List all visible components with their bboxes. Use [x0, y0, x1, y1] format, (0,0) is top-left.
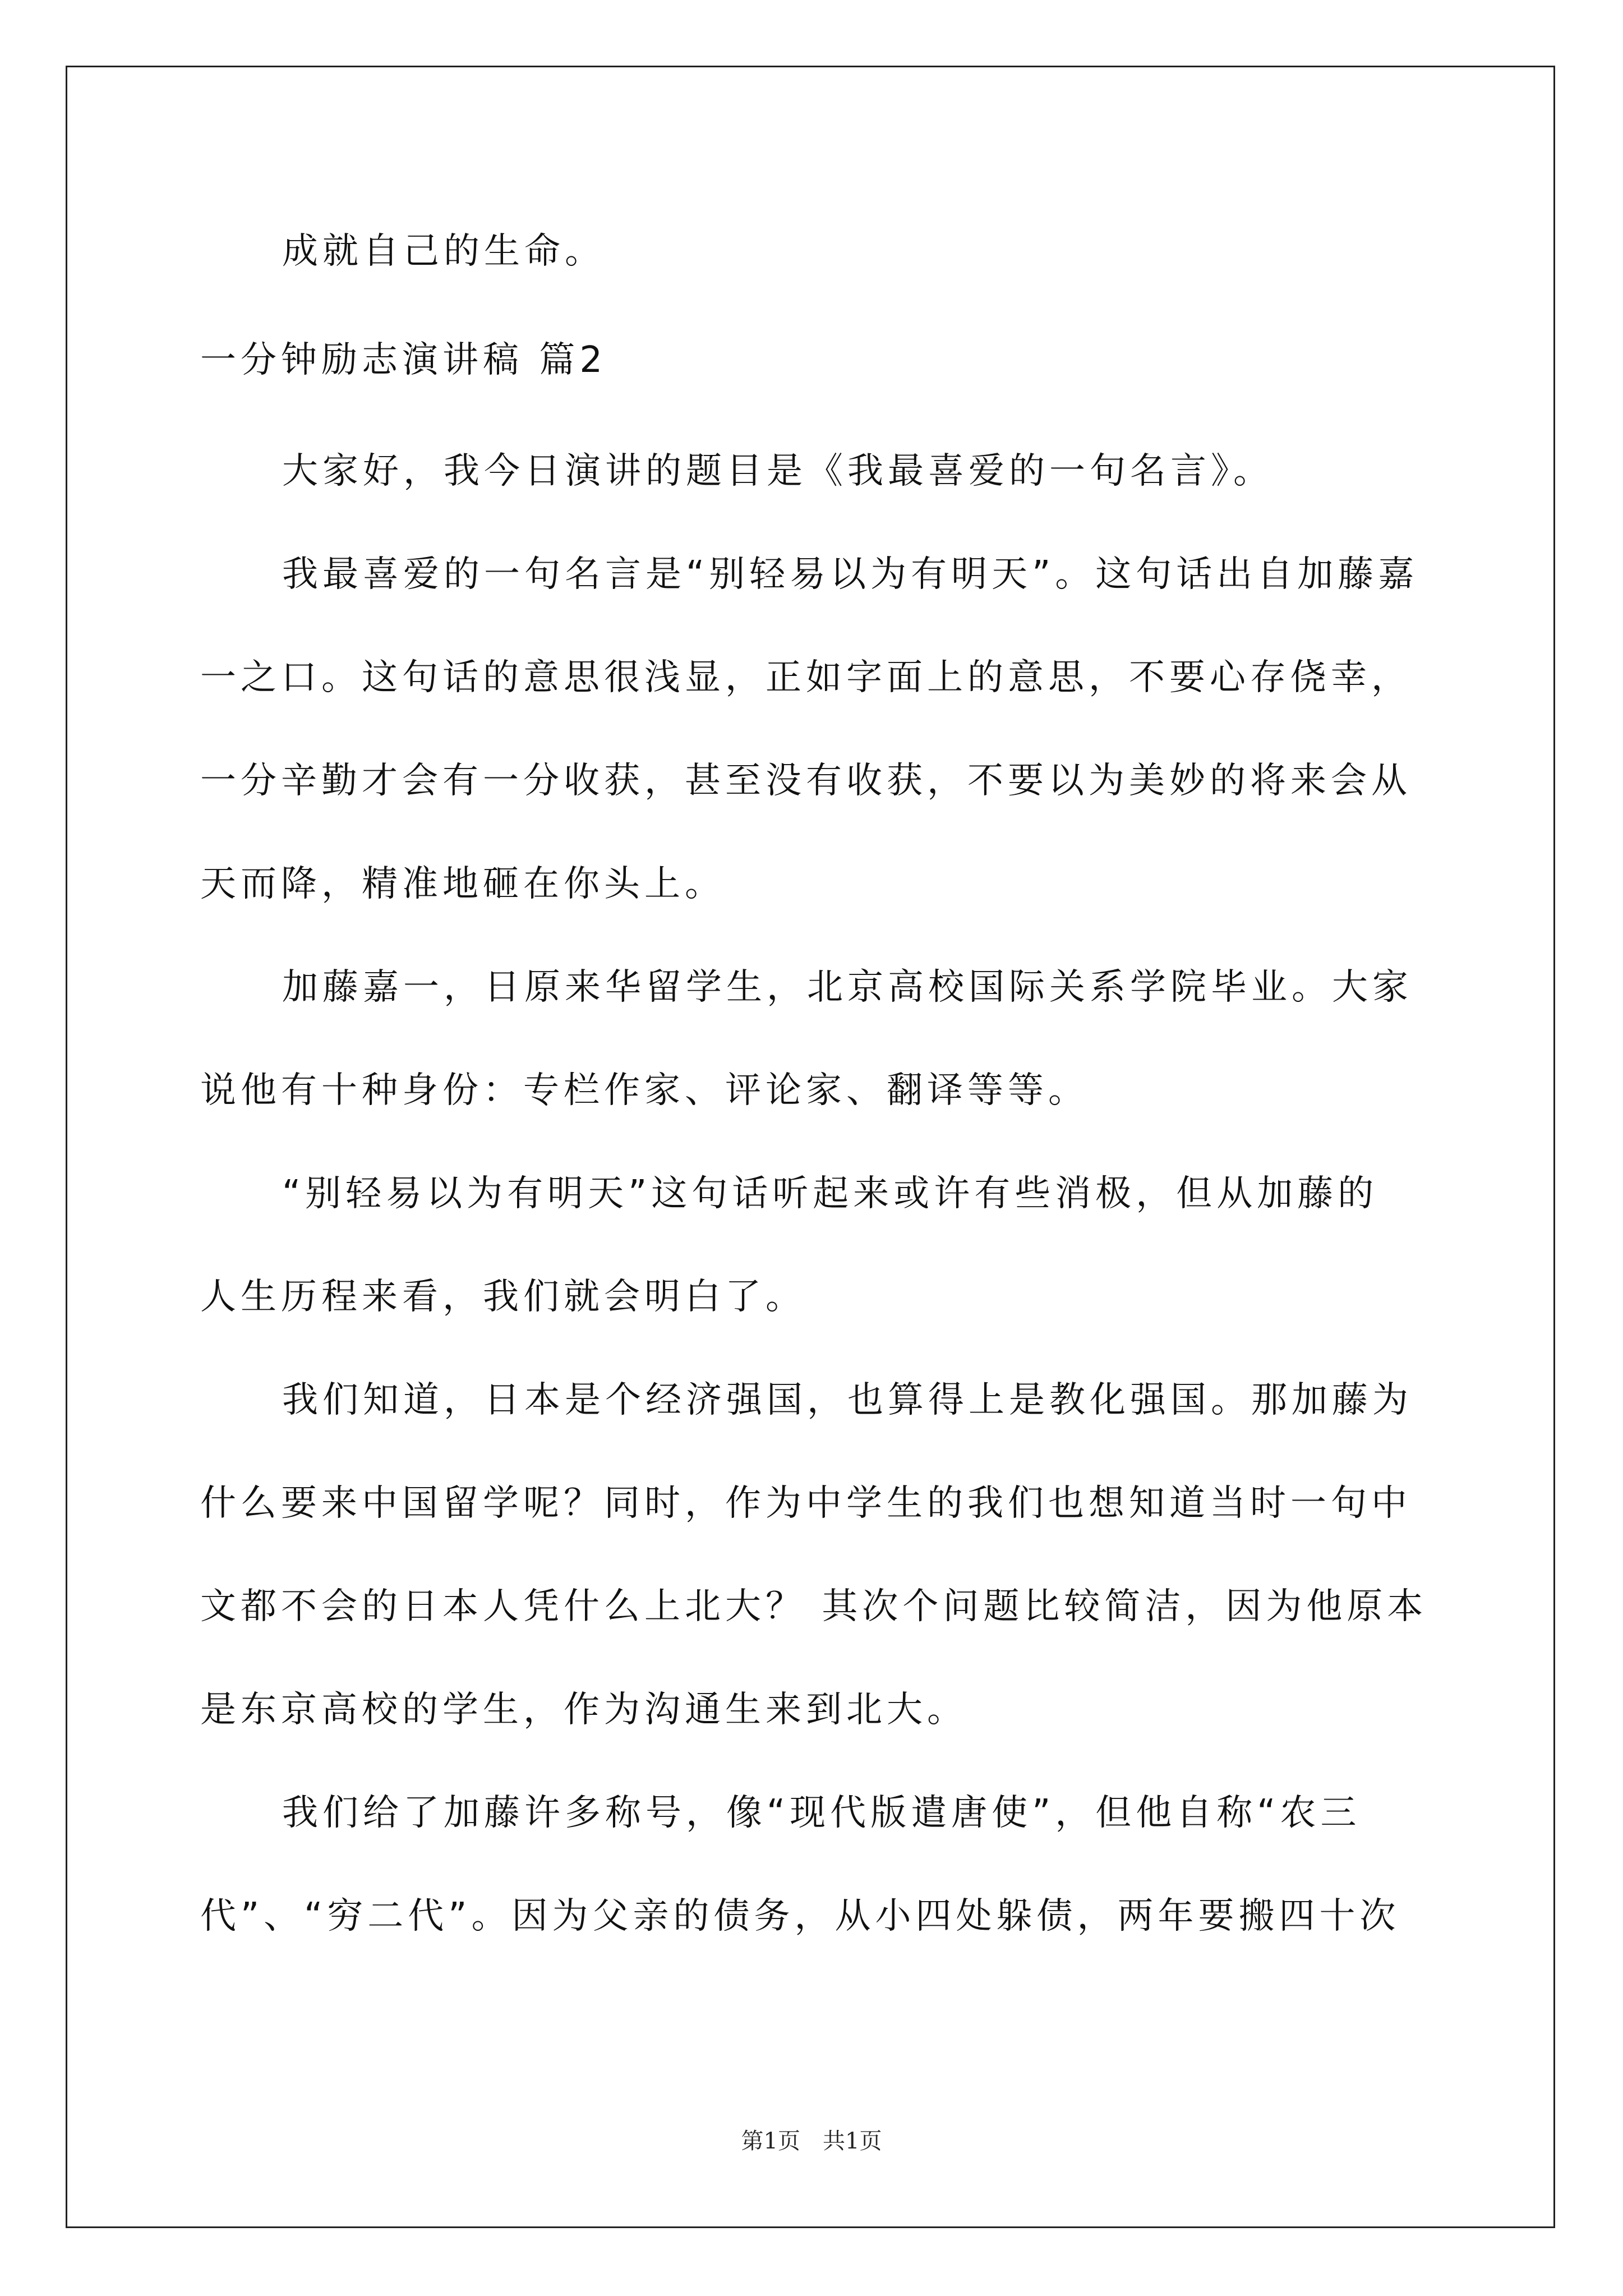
text-line: 成就自己的生命。	[282, 231, 605, 272]
text-line: 一之口。这句话的意思很浅显，正如字面上的意思，不要心存侥幸，	[200, 657, 1412, 698]
text-line: 加藤嘉一，日原来华留学生，北京高校国际关系学院毕业。大家	[282, 967, 1413, 1008]
text-line: 我们给了加藤许多称号，像“现代版遣唐使”，但他自称“农三	[282, 1792, 1361, 1834]
text-line: 什么要来中国留学呢？同时，作为中学生的我们也想知道当时一句中	[200, 1483, 1412, 1524]
text-line: 代”、“穷二代”。因为父亲的债务，从小四处躲债，两年要搬四十次	[200, 1895, 1400, 1937]
text-line: 是东京高校的学生，作为沟通生来到北大。	[200, 1689, 967, 1731]
text-line: 说他有十种身份：专栏作家、评论家、翻译等等。	[200, 1070, 1089, 1111]
page-number: 第1页 共1页	[741, 2128, 882, 2154]
text-line: 我们知道，日本是个经济强国，也算得上是教化强国。那加藤为	[282, 1379, 1413, 1421]
section-heading: 一分钟励志演讲稿 篇2	[200, 339, 607, 381]
text-line: 一分辛勤才会有一分收获，甚至没有收获，不要以为美妙的将来会从	[200, 760, 1412, 802]
text-line: 文都不会的日本人凭什么上北大？ 其次个问题比较简洁，因为他原本	[200, 1586, 1428, 1627]
text-line: “别轻易以为有明天”这句话听起来或许有些消极，但从加藤的	[282, 1173, 1378, 1214]
text-line: 大家好，我今日演讲的题目是《我最喜爱的一句名言》。	[282, 450, 1274, 492]
text-line: 天而降，精准地砸在你头上。	[200, 863, 725, 905]
text-line: 人生历程来看，我们就会明白了。	[200, 1276, 806, 1318]
text-line: 我最喜爱的一句名言是“别轻易以为有明天”。这句话出自加藤嘉	[282, 554, 1419, 595]
